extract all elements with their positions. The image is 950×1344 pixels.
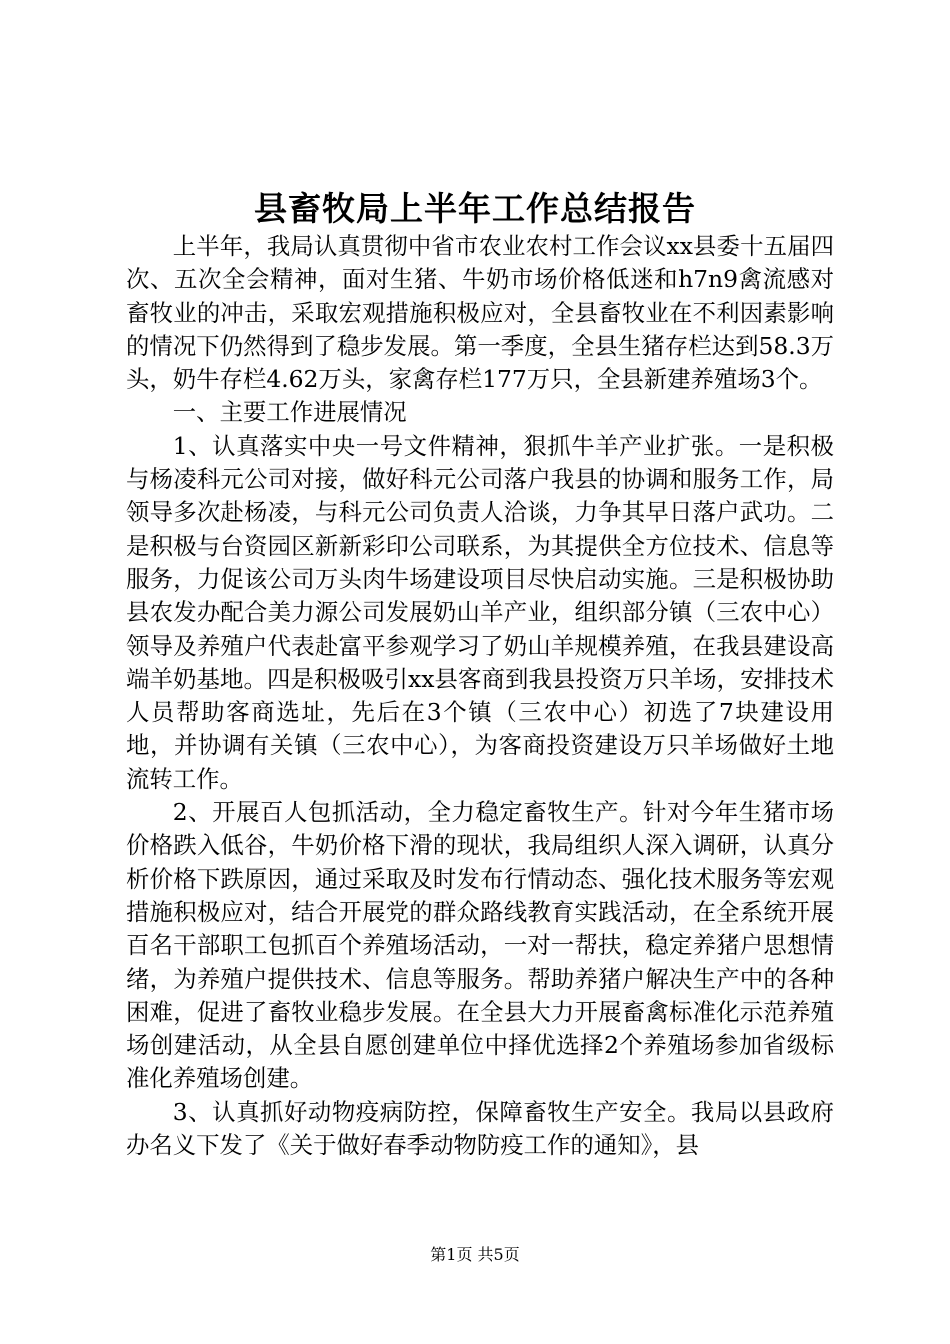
paragraph-intro: 上半年，我局认真贯彻中省市农业农村工作会议xx县委十五届四次、五次全会精神，面对生猪、牛奶市场价格低迷和h7n9禽流感对畜牧业的冲击，采取宏观措施积极应对，全县畜牧业在不利因素影响的情况下仍然得到了稳步发展。第一季度，全县生猪存栏达到58.3万头，奶牛存栏4.62万头，家禽存栏177万只，全县新建养殖场3个。 bbox=[126, 232, 834, 394]
page-number-footer: 第1页 共5页 bbox=[430, 1245, 520, 1264]
paragraph-item-1: 1、认真落实中央一号文件精神，狠抓牛羊产业扩张。一是积极与杨凌科元公司对接，做好科元公司落户我县的协调和服务工作，局领导多次赴杨凌，与科元公司负责人洽谈，力争其早日落户武功。二是积极与台资园区新新彩印公司联系，为其提供全方位技术、信息等服务，力促该公司万头肉牛场建设项目尽快启动实施。三是积极协助县农发办配合美力源公司发展奶山羊产业，组织部分镇（三农中心）领导及养殖户代表赴富平参观学习了奶山羊规模养殖，在我县建设高端羊奶基地。四是积极吸引xx县客商到我县投资万只羊场，安排技术人员帮助客商选址，先后在3个镇（三农中心）初选了7块建设用地，并协调有关镇（三农中心），为客商投资建设万只羊场做好土地流转工作。 bbox=[126, 431, 834, 793]
section-heading-main-progress: 一、主要工作进展情况 bbox=[172, 398, 407, 427]
paragraph-item-3: 3、认真抓好动物疫病防控，保障畜牧生产安全。我局以县政府办名义下发了《关于做好春季动物防疫工作的通知》，县 bbox=[126, 1097, 834, 1160]
document-body bbox=[126, 230, 834, 1162]
document-title: 县畜牧局上半年工作总结报告 bbox=[254, 189, 696, 228]
paragraph-item-2: 2、开展百人包抓活动，全力稳定畜牧生产。针对今年生猪市场价格跌入低谷，牛奶价格下滑的现状，我局组织人深入调研，认真分析价格下跌原因，通过采取及时发布行情动态、强化技术服务等宏观措施积极应对，结合开展党的群众路线教育实践活动，在全系统开展百名干部职工包抓百个养殖场活动，一对一帮扶，稳定养猪户思想情绪，为养殖户提供技术、信息等服务。帮助养猪户解决生产中的各种困难，促进了畜牧业稳步发展。在全县大力开展畜禽标准化示范养殖场创建活动，从全县自愿创建单位中择优选择2个养殖场参加省级标准化养殖场创建。 bbox=[126, 798, 834, 1093]
